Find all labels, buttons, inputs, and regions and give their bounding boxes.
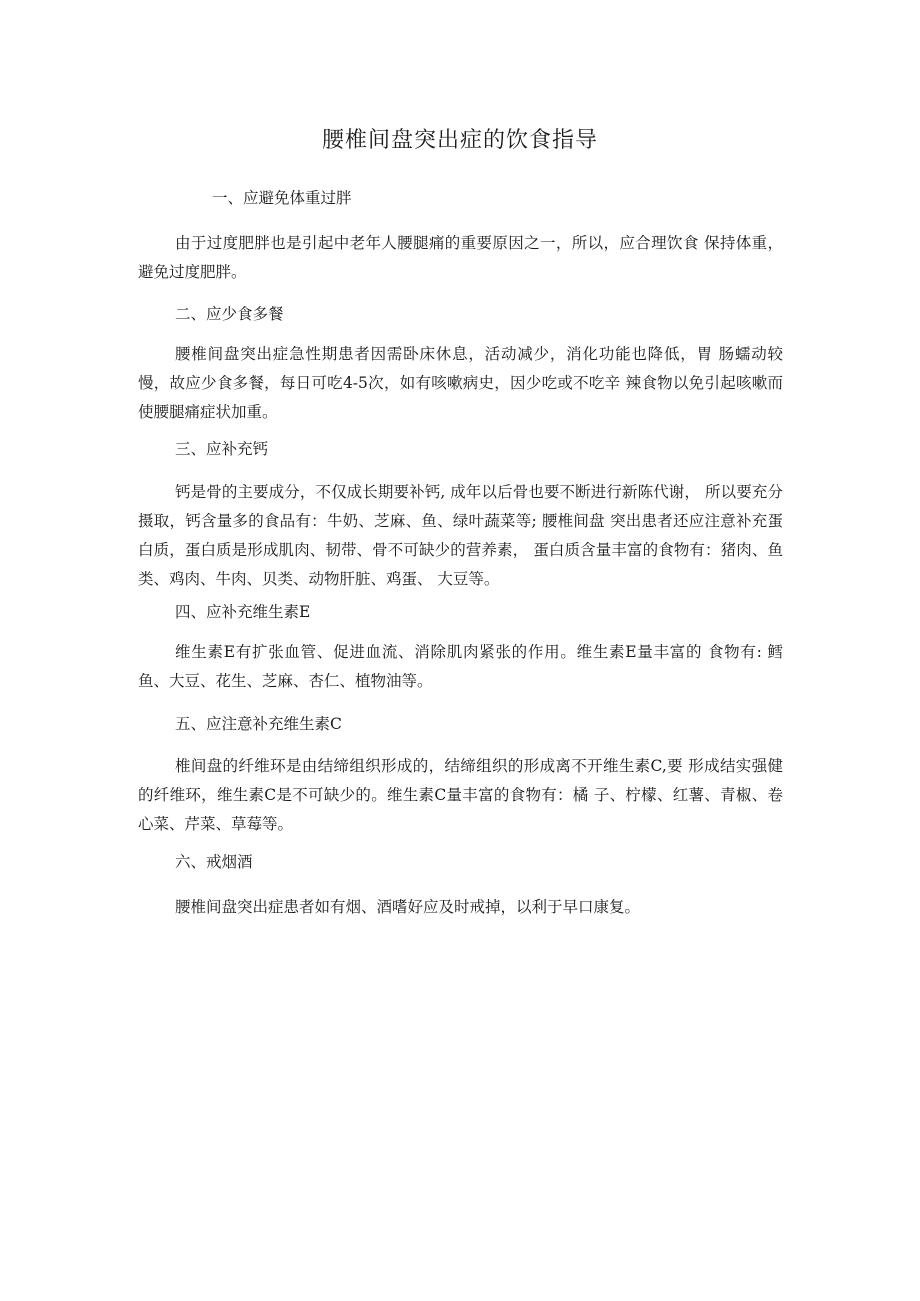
document-title: 腰椎间盘突出症的饮食指导: [321, 128, 598, 153]
section-heading-1: 一、应避免体重过胖: [212, 189, 352, 207]
section-body-1: 由于过度肥胖也是引起中老年人腰腿痛的重要原因之一，所以，应合理饮食 保持体重，避免过度肥胖。: [138, 234, 783, 281]
section-heading-4: 四、应补充维生素E: [175, 603, 311, 621]
section-body-5: 椎间盘的纤维环是由结缔组织形成的，结缔组织的形成离不开维生素C,要 形成结实强健的纤维环，维生素C是不可缺少的。维生素C量丰富的食物有：橘 子、柠檬、红薯、青椒、卷心菜、芹菜、草莓等。: [138, 757, 783, 833]
section-body-3: 钙是骨的主要成分，不仅成长期要补钙, 成年以后骨也要不断进行新陈代谢， 所以要充分摄取，钙含量多的食品有：牛奶、芝麻、鱼、绿叶蔬菜等; 腰椎间盘 突出患者还应注意补充蛋白质，蛋白质是形成肌肉、韧带、骨不可缺少的营养素， 蛋白质含量丰富的食物有：猪肉、鱼类、鸡肉、牛肉、贝类、动物肝脏、鸡蛋、 大豆等。: [138, 483, 783, 588]
section-body-4: 维生素E有扩张血管、促进血流、消除肌肉紧张的作用。维生素E量丰富的 食物有: 鳕鱼、大豆、花生、芝麻、杏仁、植物油等。: [138, 643, 783, 690]
section-heading-2: 二、应少食多餐: [175, 305, 284, 323]
section-heading-3: 三、应补充钙: [175, 440, 269, 458]
section-body-6: 腰椎间盘突出症患者如有烟、酒嗜好应及时戒掉，以利于早口康复。: [175, 898, 641, 916]
section-heading-6: 六、戒烟酒: [175, 853, 253, 871]
section-heading-5: 五、应注意补充维生素C: [175, 715, 342, 733]
section-body-2: 腰椎间盘突出症急性期患者因需卧床休息，活动减少，消化功能也降低，胃 肠蠕动较慢，故应少食多餐，每日可吃4-5次，如有咳嗽病史，因少吃或不吃辛 辣食物以免引起咳嗽而使腰腿痛症状加重。: [138, 345, 783, 421]
